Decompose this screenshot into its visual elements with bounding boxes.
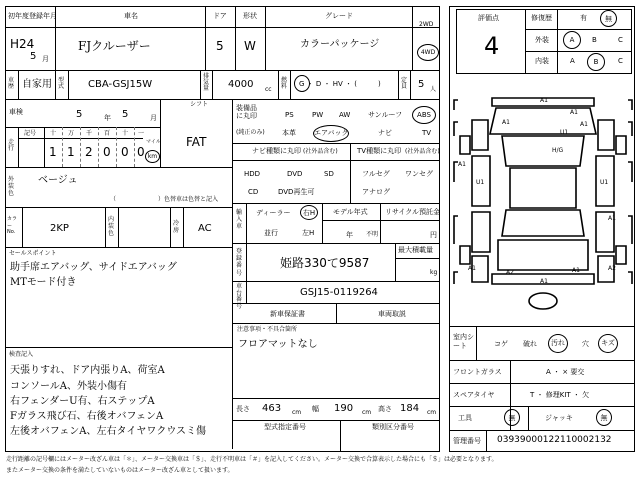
equip-leather: 本革: [282, 129, 296, 137]
equipment-label: 装備品に丸印: [236, 104, 257, 121]
inspector-notes-label: 検査記入: [9, 351, 34, 358]
damage-mark-11: A2: [506, 269, 514, 276]
shift-label: シフト: [190, 101, 209, 108]
ac-value: AC: [198, 223, 212, 234]
tv-label: TV種類に丸印: [357, 147, 402, 155]
import-dealer: ディーラー: [256, 209, 291, 217]
cc-unit: cc: [265, 86, 272, 93]
inspection-month: 5: [122, 109, 129, 120]
caution-value: フロアマットなし: [238, 339, 318, 350]
damage-mark-2: A1: [570, 109, 578, 116]
repair-no: 無: [600, 10, 617, 27]
width-value: 190: [334, 403, 354, 414]
capacity-label: 定員: [401, 77, 408, 90]
model-year-label: モデル年式: [333, 208, 368, 216]
color-no-label: カラーNo.: [7, 216, 18, 235]
rating-value: 4: [484, 32, 500, 60]
tv-fullseg: フルセグ: [362, 170, 390, 178]
mileage-digit-4: 0: [103, 145, 111, 159]
height-unit: cm: [427, 409, 437, 416]
damage-mark-4: A1: [580, 121, 588, 128]
damage-mark-7: U1: [476, 179, 485, 186]
repair-yes: 有: [580, 14, 587, 22]
tv-analog: アナログ: [362, 188, 390, 196]
inspector-note-2: コンソールA、外装小傷有: [10, 381, 128, 392]
shape-label: 形状: [243, 12, 257, 20]
equip-airbag: エアバック: [313, 125, 349, 142]
jack-label: ジャッキ: [545, 414, 573, 422]
place-label-6: 一: [138, 130, 145, 137]
exterior-color-value: ベージュ: [38, 175, 78, 186]
mileage-unit-mile: マイル: [146, 139, 161, 145]
caution-label: 注意事項・不具合箇所: [237, 326, 298, 333]
inspector-note-3: 右フェンダーU有、右ステップA: [10, 396, 155, 407]
navi-dvd-play: DVD再生可: [278, 188, 315, 196]
interior-grade-b: B: [587, 53, 605, 71]
control-value: 03939000122110002132: [497, 435, 612, 445]
footer-note-1: 走行距離の記号欄にはメーター改ざん車は「＊」、メーター交換車は「＄」、走行不明車は「＃」を記入してください。メーター交換で合算表示した場合にも「＄」は必要となります。: [6, 456, 498, 463]
damage-mark-13: A1: [572, 267, 580, 274]
capacity-unit: 人: [430, 86, 437, 93]
tv-oneseg: ワンセグ: [405, 170, 433, 178]
damage-mark-6: U1: [560, 129, 569, 136]
damage-mark-8: U1: [600, 179, 609, 186]
equip-sunroof: サンルーフ: [368, 111, 403, 119]
recycle-yen: 円: [430, 231, 437, 239]
seat-stain: 汚れ: [548, 334, 568, 353]
mileage-label: 走行: [8, 139, 15, 152]
seat-hole: 穴: [582, 340, 589, 348]
mileage-unit-km: km: [145, 150, 160, 163]
damage-mark-12: A1: [540, 278, 548, 285]
navi-cd: CD: [248, 188, 259, 196]
shape-value: W: [244, 39, 256, 53]
import-parallel: 並行: [264, 229, 278, 237]
equip-aw: AW: [339, 111, 351, 119]
registration-label: 登録番号: [236, 248, 243, 277]
door-value: 5: [216, 39, 224, 53]
mileage-digit-6: 0: [137, 145, 145, 159]
first-reg-month-unit: 月: [42, 55, 49, 63]
inspector-note-1: 天張りすれ、ドア内張りA、荷室A: [10, 365, 165, 376]
seat-burn: コゲ: [494, 340, 508, 348]
exterior-label: 外装: [535, 36, 549, 44]
mileage-digit-5: 0: [121, 145, 129, 159]
import-label: 輸入車: [236, 209, 243, 231]
width-label: 幅: [312, 405, 319, 413]
car-name-label: 車名: [124, 12, 138, 20]
designation-label: 型式指定番号: [264, 423, 306, 431]
exterior-grade-a: A: [563, 31, 581, 49]
front-glass-label: フロントガラス: [453, 368, 502, 376]
model-value: CBA-GSJ15W: [88, 79, 153, 90]
tv-sub: (社外品含む): [405, 148, 440, 155]
interior-grade-a: A: [570, 57, 575, 65]
equip-abs: ABS: [412, 106, 436, 124]
height-value: 184: [400, 403, 420, 414]
length-label: 長さ: [236, 405, 250, 413]
recycle-label: リサイクル預託金: [385, 208, 441, 216]
category-label: 類別区分番号: [372, 423, 414, 431]
chassis-value: GSJ15-0119264: [300, 287, 378, 298]
usage-label: 車歴: [8, 77, 15, 90]
exterior-grade-c: C: [618, 36, 623, 44]
place-label-2: 万: [68, 130, 75, 137]
ac-label: 冷房: [173, 220, 180, 235]
place-label-3: 千: [86, 130, 93, 137]
drive-4wd: 4WD: [417, 44, 439, 61]
interior-seat-label: 室内シート: [453, 333, 474, 351]
color-no-value: 2KP: [50, 223, 69, 234]
fuel-options: G ・ D ・ HV ・ ( ): [299, 80, 381, 88]
tools-label: 工具: [458, 414, 472, 422]
repair-label: 修復歴: [531, 14, 552, 22]
spare-value: T ・ 修理KIT ・ 欠: [530, 391, 590, 399]
navi-sub: (社外品含む): [303, 148, 338, 155]
rating-label: 評価点: [478, 14, 499, 22]
fuel-label: 燃料: [281, 77, 288, 90]
sales-points-label: セールスポイント: [9, 250, 57, 257]
import-right-h: 右H: [300, 205, 318, 220]
door-label: ドア: [213, 12, 227, 20]
interior-label: 内装: [535, 57, 549, 65]
grade-label: グレード: [325, 12, 353, 20]
import-left-h: 左H: [302, 229, 315, 237]
manual: 車両取説: [378, 310, 406, 318]
mileage-digit-1: 1: [49, 145, 57, 159]
tools-none: 無: [504, 409, 520, 426]
first-reg-month: 5: [30, 51, 37, 62]
seat-scratch: キズ: [598, 334, 618, 353]
navi-dvd: DVD: [287, 170, 303, 178]
damage-mark-3: A1: [502, 119, 510, 126]
inspection-year-unit: 年: [104, 114, 111, 122]
inspection-label: 車検: [9, 108, 23, 116]
mileage-digit-2: 1: [67, 145, 75, 159]
max-load-unit: kg: [430, 269, 438, 276]
length-value: 463: [262, 403, 282, 414]
footer-note-2: またメーター交換の条件を満たしていないものはメーター改ざん車として扱います。: [6, 467, 234, 474]
mileage-digit-3: 2: [85, 145, 93, 159]
exterior-grade-b: B: [592, 36, 597, 44]
chassis-label: 車台番号: [236, 283, 243, 310]
interior-grade-c: C: [618, 57, 623, 65]
equipment-sub: (純正のみ): [236, 129, 265, 136]
displacement-value: 4000: [228, 79, 254, 90]
height-label: 高さ: [378, 405, 392, 413]
equip-ps: PS: [285, 111, 294, 119]
jack-none: 無: [596, 409, 612, 426]
navi-label: ナビ種類に丸印: [252, 147, 301, 155]
model-year-unknown: 不明: [366, 231, 379, 238]
car-damage-diagram: [452, 96, 634, 318]
sales-point-2: MTモード付き: [10, 277, 77, 288]
registration-value: 姫路330て9587: [280, 256, 370, 270]
equip-pw: PW: [312, 111, 324, 119]
sales-point-1: 助手席エアバッグ、サイドエアバッグ: [10, 262, 177, 273]
inspector-note-4: Fガラス飛び石、右後オバフェンA: [10, 411, 164, 422]
damage-mark-5: A1: [458, 161, 466, 168]
inspection-year: 5: [76, 109, 83, 120]
inspection-month-unit: 月: [150, 114, 157, 122]
damage-mark-10: H/G: [552, 147, 564, 154]
mileage-note-label: 記号: [24, 130, 37, 137]
exterior-color-label: 外装色: [8, 176, 15, 198]
seat-tear: 破れ: [523, 340, 537, 348]
car-name-value: FJクルーザー: [78, 39, 151, 53]
damage-mark-15: A2: [608, 265, 616, 272]
navi-sd: SD: [324, 170, 334, 178]
equip-navi: ナビ: [378, 129, 392, 137]
navi-hdd: HDD: [244, 170, 261, 178]
exterior-color-note: （ ）色替車は色替と記入: [110, 196, 219, 203]
grade-value: カラーパッケージ: [300, 39, 380, 50]
shift-value: FAT: [186, 135, 207, 149]
model-label: 型式: [58, 77, 65, 90]
damage-mark-9: A1: [608, 215, 616, 222]
new-car-warranty: 新車保証書: [270, 310, 305, 318]
interior-color-label: 内装色: [108, 216, 115, 238]
width-unit: cm: [362, 409, 372, 416]
length-unit: cm: [292, 409, 302, 416]
inspector-note-5: 左後オバフェンA、左右タイヤワクウスミ傷: [10, 426, 207, 437]
capacity-value: 5: [418, 79, 425, 90]
front-glass-value: A ・ × 要交: [546, 368, 585, 376]
first-reg-label: 初年度登録年月: [8, 12, 57, 20]
place-label-4: 百: [104, 130, 111, 137]
damage-mark-14: A1: [468, 265, 476, 272]
first-reg-era: H24: [10, 37, 35, 51]
drive-2wd: 2WD: [419, 21, 434, 28]
place-label-1: 十: [50, 130, 57, 137]
equip-tv: TV: [422, 129, 432, 137]
control-label: 管理番号: [453, 437, 481, 445]
place-label-5: 十: [122, 130, 129, 137]
spare-label: スペアタイヤ: [453, 391, 495, 399]
displacement-label: 排気量: [203, 73, 210, 92]
damage-mark-1: A1: [540, 97, 548, 104]
model-year-unit: 年: [346, 231, 353, 239]
usage-value: 自家用: [22, 79, 52, 90]
max-load-label: 最大積載量: [398, 246, 433, 254]
